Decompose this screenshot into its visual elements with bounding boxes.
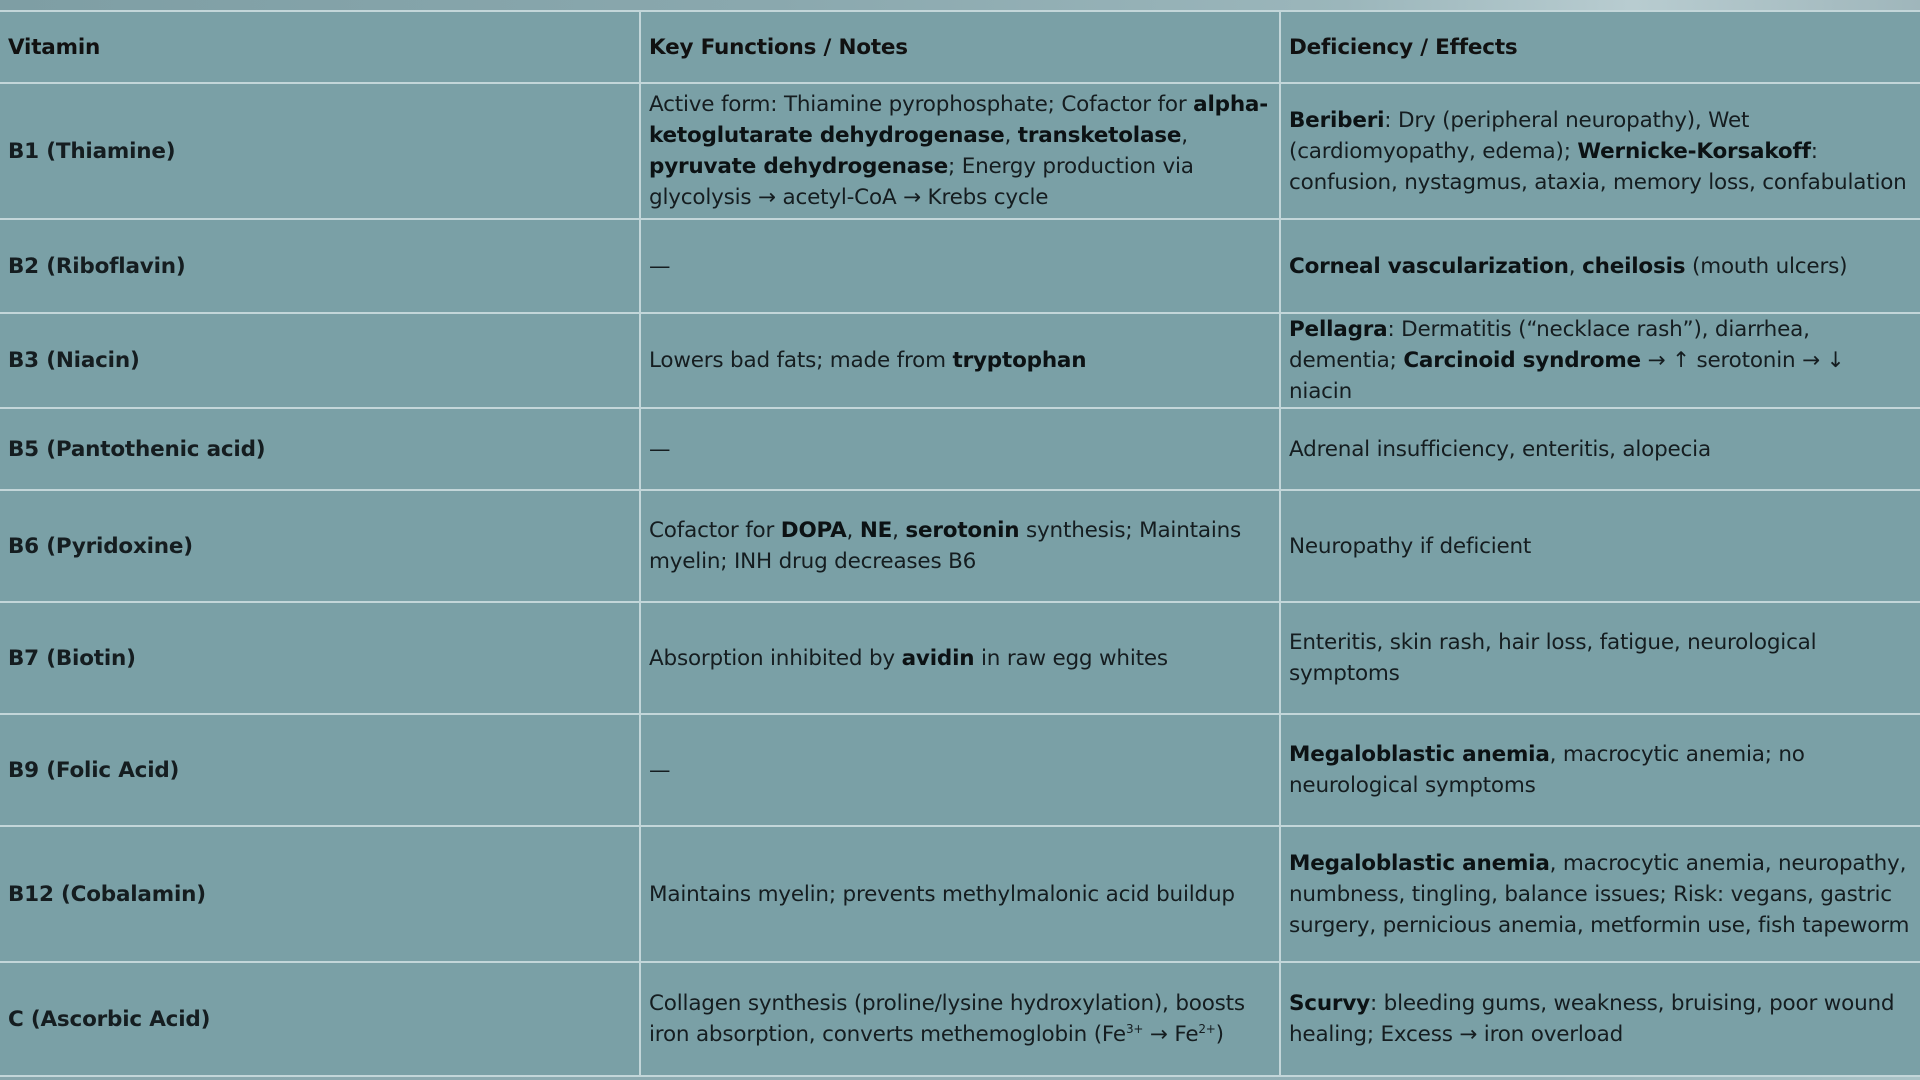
deficiency-cell: Neuropathy if deficient [1280,490,1920,602]
emphasis-term: Carcinoid syndrome [1403,348,1641,373]
emphasis-term: Megaloblastic anemia [1289,850,1550,876]
vitamin-name: B5 (Pantothenic acid) [0,408,640,490]
emphasis-term: tryptophan [952,348,1087,373]
deficiency-cell: Scurvy: bleeding gums, weakness, bruising, poor wound healing; Excess → iron overload [1280,962,1920,1076]
emphasis-term: Scurvy [1289,991,1370,1016]
deficiency-cell: Megaloblastic anemia, macrocytic anemia, neuropathy, numbness, tingling, balance issues; Risk: vegans, gastric surgery, pernicious anemia, metformin use, fish tapeworm [1280,826,1920,962]
table-row [0,219,1920,313]
emphasis-term: pyruvate dehydrogenase [649,154,949,179]
vitamin-name: B7 (Biotin) [0,602,640,714]
key-functions-cell: Cofactor for DOPA, NE, serotonin synthesis; Maintains myelin; INH drug decreases B6 [640,490,1280,602]
key-functions-cell: Collagen synthesis (proline/lysine hydroxylation), boosts iron absorption, converts methemoglobin $(Fe^{3+} \to Fe^{2+})$ [640,962,1280,1076]
emphasis-term: Megaloblastic anemia [1289,742,1550,767]
key-functions-cell: Active form: Thiamine pyrophosphate; Cofactor for alpha-ketoglutarate dehydrogenase, transketolase, pyruvate dehydrogenase; Energy production via glycolysis → acetyl-CoA → Krebs cycle [640,83,1280,219]
table-header-row [0,11,1920,83]
emphasis-term: NE [859,518,893,543]
table-row [0,826,1920,962]
superscript: 3+ [1125,1021,1144,1036]
header-vitamin: Vitamin [0,11,640,83]
vitamin-table [0,10,1920,1077]
table-row [0,490,1920,602]
deficiency-cell: Beriberi: Dry (peripheral neuropathy), Wet (cardiomyopathy, edema); Wernicke-Korsakoff: confusion, nystagmus, ataxia, memory loss, confabulation [1280,83,1920,219]
emphasis-term: Corneal vascularization [1289,253,1569,279]
table-row [0,313,1920,408]
vitamin-name: B9 (Folic Acid) [0,714,640,826]
emphasis-term: Pellagra [1289,317,1388,342]
key-functions-cell: — [640,408,1280,490]
table-row [0,714,1920,826]
superscript: 2+ [1198,1021,1216,1036]
vitamin-name: B6 (Pyridoxine) [0,490,640,602]
emphasis-term: alpha-ketoglutarate dehydrogenase [649,92,1268,148]
emphasis-term: transketolase [1017,123,1182,148]
emphasis-term: avidin [901,645,975,671]
key-functions-cell: Lowers bad fats; made from tryptophan [640,313,1280,408]
key-functions-cell: — [640,219,1280,313]
header-key-functions: Key Functions / Notes [640,11,1280,83]
emphasis-term: serotonin [905,518,1020,543]
background-image-strip [0,0,1920,10]
emphasis-term: Beriberi [1289,107,1385,133]
table-row [0,83,1920,219]
emphasis-term: cheilosis [1582,253,1686,279]
table-row [0,408,1920,490]
table-row [0,602,1920,714]
emphasis-term: DOPA [780,518,847,543]
vitamin-name: B2 (Riboflavin) [0,219,640,313]
header-deficiency: Deficiency / Effects [1280,11,1920,83]
deficiency-cell: Pellagra: Dermatitis (“necklace rash”), diarrhea, dementia; Carcinoid syndrome → ↑ serotonin → ↓ niacin [1280,313,1920,408]
deficiency-cell: Corneal vascularization, cheilosis (mouth ulcers) [1280,219,1920,313]
key-functions-cell: Maintains myelin; prevents methylmalonic acid buildup [640,826,1280,962]
vitamin-name: C (Ascorbic Acid) [0,962,640,1076]
deficiency-cell: Adrenal insufficiency, enteritis, alopecia [1280,408,1920,490]
table-row [0,962,1920,1076]
vitamin-name: B1 (Thiamine) [0,83,640,219]
key-functions-cell: Absorption inhibited by avidin in raw egg whites [640,602,1280,714]
key-functions-cell: — [640,714,1280,826]
deficiency-cell: Megaloblastic anemia, macrocytic anemia; no neurological symptoms [1280,714,1920,826]
vitamin-name: B3 (Niacin) [0,313,640,408]
vitamin-name: B12 (Cobalamin) [0,826,640,962]
emphasis-term: Wernicke-Korsakoff [1577,138,1811,164]
deficiency-cell: Enteritis, skin rash, hair loss, fatigue, neurological symptoms [1280,602,1920,714]
